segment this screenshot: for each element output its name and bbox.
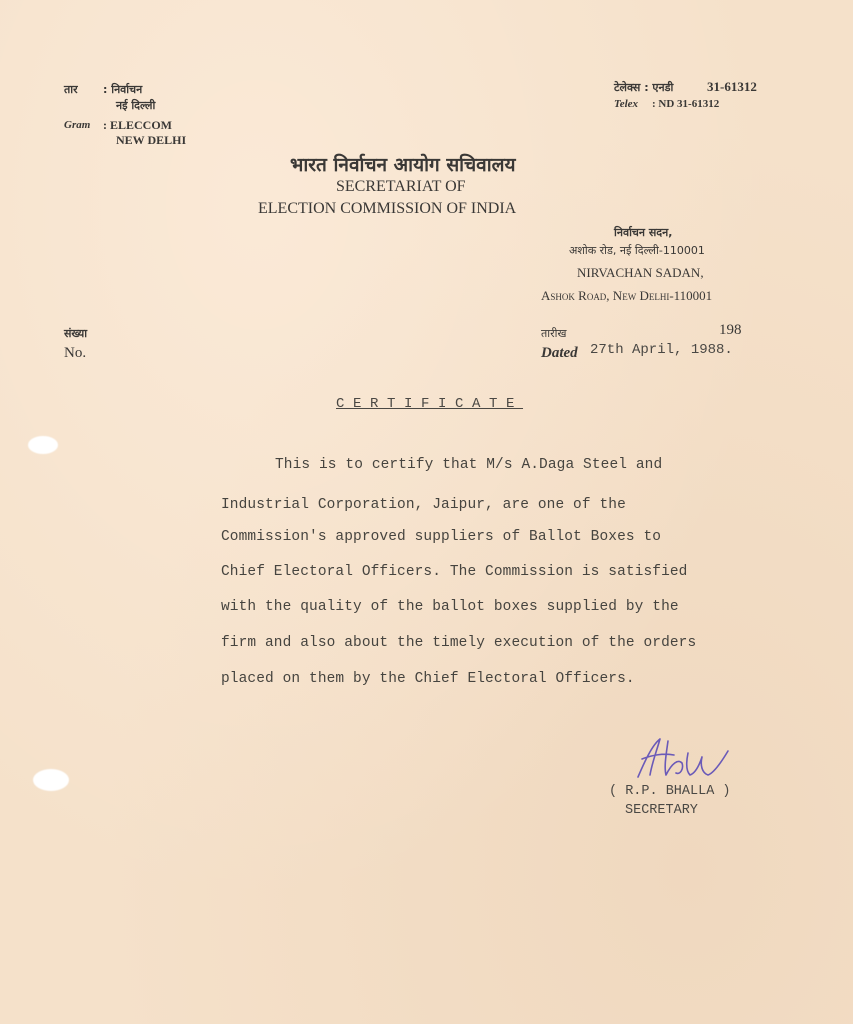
address-line-2: Ashok Road, New Delhi-110001 xyxy=(541,288,713,303)
number-hindi: संख्या xyxy=(64,327,88,340)
telex-hindi-value: 31-61312 xyxy=(707,79,757,94)
signature xyxy=(630,733,740,783)
taar-label: तार xyxy=(64,83,78,96)
body-line: placed on them by the Chief Electoral Officers. xyxy=(221,671,635,687)
taar-value-1: : निर्वाचन xyxy=(103,83,143,96)
telex-value: : ND 31-61312 xyxy=(652,98,720,110)
body-line: Chief Electoral Officers. The Commission is satisfied xyxy=(221,564,688,580)
body-line: Commission's approved suppliers of Ballot Boxes to xyxy=(221,529,662,545)
punch-hole xyxy=(28,436,58,454)
date-hindi: तारीख xyxy=(541,327,567,340)
gram-label: Gram xyxy=(64,119,91,131)
address-hindi-line-1: निर्वाचन सदन, xyxy=(614,226,673,239)
gram-value-2: NEW DELHI xyxy=(116,133,187,147)
body-line: with the quality of the ballot boxes supplied by the xyxy=(221,599,679,615)
body-line: Industrial Corporation, Jaipur, are one of the xyxy=(221,497,626,513)
signatory-name: ( R.P. BHALLA ) xyxy=(609,784,731,799)
number-label: No. xyxy=(64,345,87,361)
telex-hindi-label: टेलेक्स : एनडी xyxy=(614,81,674,94)
date-year-print: 198 xyxy=(719,322,742,338)
address-hindi-line-2: अशोक रोड, नई दिल्ली-110001 xyxy=(569,244,705,257)
title-line-2: ELECTION COMMISSION OF INDIA xyxy=(258,200,517,217)
title-hindi: भारत निर्वाचन आयोग सचिवालय xyxy=(290,154,516,176)
taar-value-2: नई दिल्ली xyxy=(116,99,156,112)
telex-label: Telex xyxy=(614,98,639,110)
paper-edge xyxy=(853,0,859,1024)
title-line-1: SECRETARIAT OF xyxy=(336,178,466,195)
address-line-1: NIRVACHAN SADAN, xyxy=(577,265,704,280)
certificate-title: CERTIFICATE xyxy=(336,396,524,412)
body-line: This is to certify that M/s A.Daga Steel and xyxy=(275,457,663,473)
punch-hole xyxy=(33,769,69,791)
signatory-designation: SECRETARY xyxy=(625,803,698,818)
date-value: 27th April, 1988. xyxy=(590,342,733,358)
date-label: Dated xyxy=(541,345,578,361)
body-line: firm and also about the timely execution of the orders xyxy=(221,635,697,651)
gram-value-1: : ELECCOM xyxy=(103,118,172,132)
